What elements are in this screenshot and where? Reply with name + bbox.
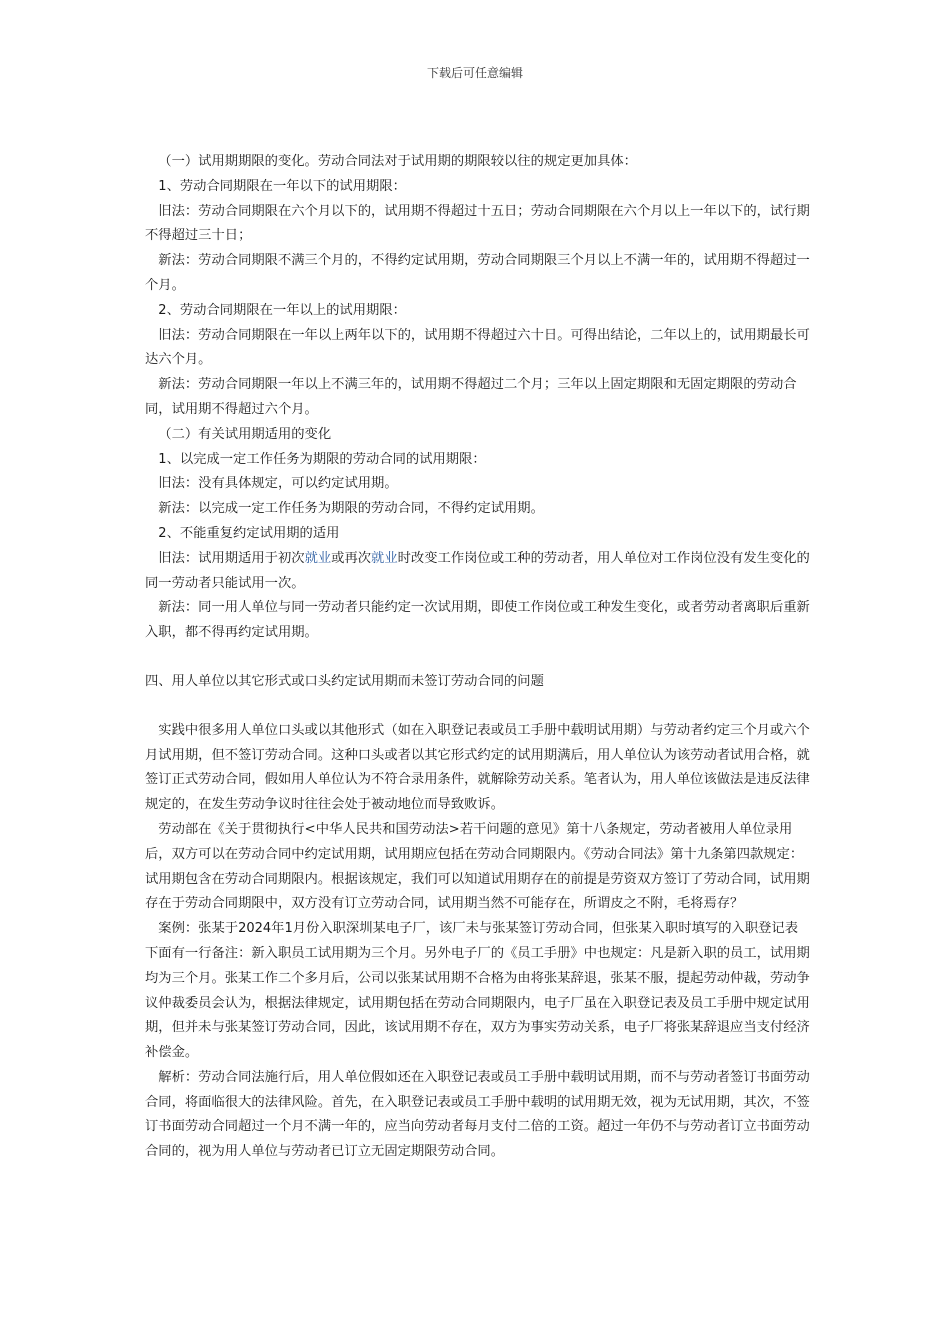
section-1-title: （一）试用期期限的变化。劳动合同法对于试用期的期限较以往的规定更加具体： [158, 154, 637, 169]
text-run: 时改变工作岗位或工种的劳动者，用人单位对工作岗位没有发生变化的同一劳动者只能试用一次。 [145, 550, 810, 591]
employment-link[interactable]: 就业 [304, 550, 332, 566]
text-run: 案例：张某于 [158, 921, 239, 937]
text-run: 旧法：试用期适用于初次 [158, 550, 305, 566]
text-run: 月份入职深圳某电子厂，该厂未与张某签订劳动合同，但张某入职时填写的入职登记表下面有一行备注：新入职员工试用期为三个月。另外电子厂的《员工手册》中也规定：凡是新入职的员工，试用期均为三个月。张某工作二个多月后，公司以张某试用期不合格为由将张某辞退，张某不服，提起劳动仲裁，劳动争议仲裁委员会认为，根据法律规定，试用期包括在劳动合同期限内，电子厂虽在入职登记表及员工手册中规定试用期，但并未与张某签订劳动合同，因此，该试用期不存在，双方为事实劳动关系，电子厂将张某辞退应当支付经济补偿金。 [145, 921, 810, 1061]
item-number: 2 [158, 525, 167, 541]
regulation-paragraph: 劳动部在《关于贯彻执行<中华人民共和国劳动法>若干问题的意见》第十八条规定，劳动者被用人单位录用后，双方可以在劳动合同中约定试用期，试用期应包括在劳动合同期限内。《劳动合同法》第十九条第四款规定：试用期包含在劳动合同期限内。根据该规定，我们可以知道试用期存在的前提是劳资双方签订了劳动合同，试用期存在于劳动合同期限中，双方没有订立劳动合同，试用期当然不可能存在，所谓皮之不附，毛将焉存？ [145, 821, 810, 912]
item-text: 、以完成一定工作任务为期限的劳动合同的试用期限： [166, 451, 486, 467]
employment-link[interactable]: 就业 [371, 550, 398, 566]
section-4-title: 四、用人单位以其它形式或口头约定试用期而未签订劳动合同的问题 [145, 673, 544, 689]
item-text: 、劳动合同期限在一年以上的试用期限： [166, 302, 406, 318]
item-text: 、劳动合同期限在一年以下的试用期限： [166, 178, 406, 194]
document-body [145, 150, 810, 1165]
case-paragraph [145, 917, 810, 1066]
item-number: 1 [158, 178, 167, 194]
new-law-paragraph: 新法：劳动合同期限不满三个月的，不得约定试用期，劳动合同期限三个月以上不满一年的，试用期不得超过一个月。 [145, 253, 810, 293]
section-1-item-2 [145, 299, 810, 324]
old-law-paragraph: 旧法：劳动合同期限在一年以上两年以下的，试用期不得超过六十日。可得出结论，二年以上的，试用期最长可达六个月。 [145, 327, 810, 368]
text-run: 或再次 [331, 550, 372, 566]
section-2-item-1 [145, 448, 810, 473]
item-number: 2 [158, 302, 167, 318]
text-run: 年 [271, 921, 285, 937]
new-law-paragraph: 新法：劳动合同期限一年以上不满三年的，试用期不得超过二个月；三年以上固定期限和无固定期限的劳动合同，试用期不得超过六个月。 [145, 377, 797, 417]
analysis-paragraph: 解析：劳动合同法施行后，用人单位假如还在入职登记表或员工手册中载明试用期，而不与劳动者签订书面劳动合同，将面临很大的法律风险。首先，在入职登记表或员工手册中载明的试用期无效，视为无试用期，其次，不签订书面劳动合同超过一个月不满一年的，应当向劳动者每月支付二倍的工资。超过一年仍不与劳动者订立书面劳动合同的，视为用人单位与劳动者已订立无固定期限劳动合同。 [145, 1069, 810, 1160]
case-month: 1 [284, 921, 293, 937]
old-law-paragraph [145, 547, 810, 597]
new-law-paragraph: 新法：以完成一定工作任务为期限的劳动合同，不得约定试用期。 [158, 501, 544, 517]
old-law-paragraph: 旧法：没有具体规定，可以约定试用期。 [158, 476, 398, 492]
old-law-paragraph: 旧法：劳动合同期限在六个月以下的，试用期不得超过十五日；劳动合同期限在六个月以上一年以下的，试行期不得超过三十日； [145, 203, 810, 244]
section-2-item-2 [145, 522, 810, 547]
item-number: 1 [158, 451, 167, 467]
practice-paragraph: 实践中很多用人单位口头或以其他形式（如在入职登记表或员工手册中载明试用期）与劳动者约定三个月或六个月试用期，但不签订劳动合同。这种口头或者以其它形式约定的试用期满后，用人单位认为该劳动者试用合格，就签订正式劳动合同，假如用人单位认为不符合录用条件，就解除劳动关系。笔者认为，用人单位该做法是违反法律规定的，在发生劳动争议时往往会处于被动地位而导致败诉。 [145, 722, 810, 813]
section-2-title: （二）有关试用期适用的变化 [158, 426, 332, 442]
case-year: 2024 [238, 921, 272, 937]
page-header: 下载后可任意编辑 [426, 66, 523, 80]
section-1-item-1 [145, 175, 810, 200]
item-text: 、不能重复约定试用期的适用 [166, 525, 340, 541]
new-law-paragraph: 新法：同一用人单位与同一劳动者只能约定一次试用期，即使工作岗位或工种发生变化，或者劳动者离职后重新入职，都不得再约定试用期。 [145, 600, 810, 641]
